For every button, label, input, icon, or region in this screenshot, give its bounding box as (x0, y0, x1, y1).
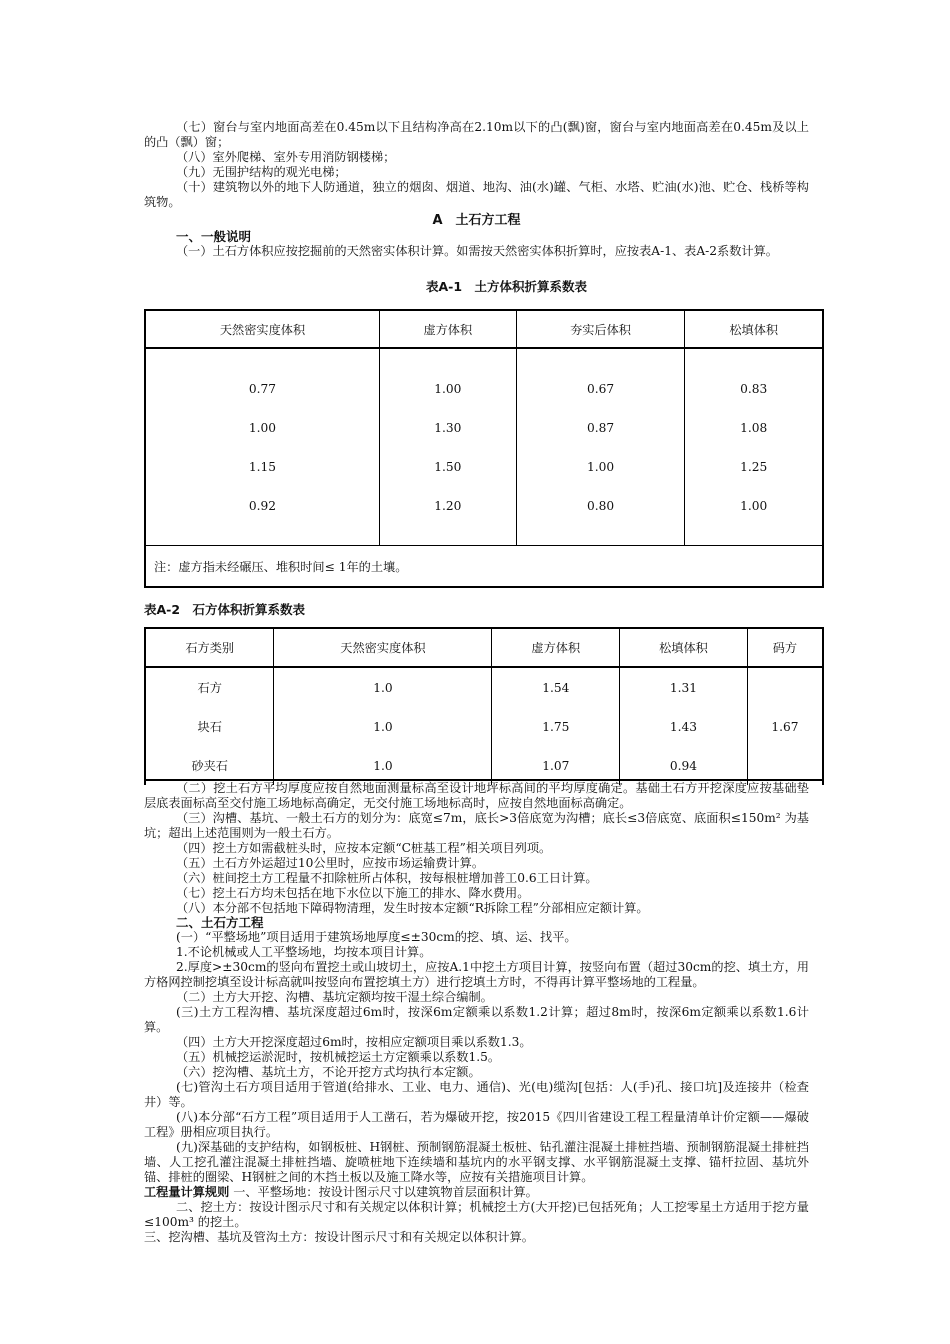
table-caption: 表A-2 石方体积折算系数表 (144, 602, 306, 617)
table-note: 注：虚方指未经碾压、堆积时间≤ 1年的土壤。 (145, 546, 823, 588)
table-cell: 砂夹石 (145, 746, 274, 785)
table-header-cell: 虚方体积 (380, 310, 517, 348)
table-cell: 1.25 (740, 459, 768, 474)
table-row (145, 667, 823, 707)
table-cell: 1.43 (620, 707, 748, 746)
table-header-cell: 石方类别 (145, 628, 274, 667)
table-row (145, 486, 823, 525)
paragraph: （七）挖土石方均未包括在地下水位以下施工的排水、降水费用。 (176, 886, 530, 900)
paragraph: （二）挖土石方平均厚度应按自然地面测量标高至设计地坪标高间的平均厚度确定。基础土石方开挖深度应按基础垫层底表面标高至交付施工场地标高确定，无交付施工场地标高时，应按自然地面标高确定。 (144, 781, 809, 810)
intro-item: （十）建筑物以外的地下人防通道，独立的烟囱、烟道、地沟、油(水)罐、气柜、水塔、贮油(水)池、贮仓、栈桥等构筑物。 (144, 180, 809, 209)
document-page (144, 120, 809, 1245)
table-row (145, 707, 823, 746)
paragraph: （三）沟槽、基坑、一般土石方的划分为：底宽≤7m，底长>3倍底宽为沟槽；底长≤3倍底宽、底面积≤150m² 为基坑；超出上述范围则为一般土石方。 (144, 811, 809, 840)
table-header-cell: 夯实后体积 (516, 310, 685, 348)
table-cell: 0.67 (516, 369, 685, 408)
table-header-cell: 天然密实度体积 (145, 310, 380, 348)
paragraph: 1.不论机械或人工平整场地，均按本项目计算。 (176, 945, 432, 959)
table-cell: 1.0 (274, 707, 492, 746)
table-cell: 1.50 (380, 447, 517, 486)
table-header-cell: 码方 (747, 628, 823, 667)
paragraph: (七)管沟土石方项目适用于管道(给排水、工业、电力、通信)、光(电)缆沟[包括：人(手)孔、接口坑]及连接井（检查井）等。 (144, 1080, 809, 1109)
table-cell: 0.83 (740, 381, 768, 396)
table-header-row (145, 310, 823, 348)
table-cell: 1.67 (771, 719, 799, 734)
table-cell: 1.31 (620, 667, 748, 707)
paragraph: （六）挖沟槽、基坑土方，不论开挖方式均执行本定额。 (176, 1065, 481, 1079)
table-cell: 1.20 (380, 486, 517, 525)
table-header-cell: 虚方体积 (492, 628, 620, 667)
table-cell: 1.07 (492, 746, 620, 785)
intro-item: （七）窗台与室内地面高差在0.45m以下且结构净高在2.10m以下的凸(飘)窗，窗台与室内地面高差在0.45m及以上的凸（飘）窗； (144, 120, 809, 149)
table-cell: 1.0 (274, 667, 492, 707)
table-cell: 1.15 (145, 447, 380, 486)
paragraph: （二）土方大开挖、沟槽、基坑定额均按干湿土综合编制。 (176, 990, 493, 1004)
table-cell: 1.0 (274, 746, 492, 785)
rules-paragraph (144, 1185, 809, 1200)
table-caption: 表A-1 土方体积折算系数表 (425, 279, 588, 294)
table-cell: 0.94 (620, 746, 748, 785)
table-cell: 1.00 (145, 408, 380, 447)
table-cell: 1.30 (380, 408, 517, 447)
table-cell: 1.54 (492, 667, 620, 707)
intro-item: （八）室外爬梯、室外专用消防钢楼梯； (176, 150, 396, 164)
rules-item: 三、挖沟槽、基坑及管沟土方：按设计图示尺寸和有关规定以体积计算。 (144, 1230, 534, 1244)
paragraph: （八）本分部不包括地下障碍物清理，发生时按本定额“R拆除工程”分部相应定额计算。 (176, 901, 649, 915)
table-cell: 块石 (145, 707, 274, 746)
table-cell (747, 667, 823, 707)
paragraph: (一）“平整场地”项目适用于建筑场地厚度≤±30cm的挖、填、运、找平。 (176, 930, 577, 944)
intro-item: （九）无围护结构的观光电梯； (176, 165, 347, 179)
section-heading: 二、土石方工程 (176, 915, 264, 930)
paragraph: （五）机械挖运淤泥时，按机械挖运土方定额乘以系数1.5。 (176, 1050, 501, 1064)
paragraph: （五）土石方外运超过10公里时，应按市场运输费计算。 (176, 856, 485, 870)
paragraph: (三)土方工程沟槽、基坑深度超过6m时，按深6m定额乘以系数1.2计算；超过8m时，按深6m定额乘以系数1.6计算。 (144, 1005, 809, 1034)
table-cell: 1.00 (740, 498, 768, 513)
table-cell: 1.75 (492, 707, 620, 746)
table-cell: 1.00 (380, 369, 517, 408)
paragraph: （四）挖土方如需截桩头时，应按本定额“C桩基工程”相关项目列项。 (176, 841, 552, 855)
table-row (145, 447, 823, 486)
table-header-cell: 松填体积 (685, 310, 823, 348)
table-row (145, 369, 823, 408)
table-cell: 0.92 (145, 486, 380, 525)
paragraph: (八)本分部“石方工程”项目适用于人工凿石，若为爆破开挖，按2015《四川省建设工程工程量清单计价定额——爆破工程》册相应项目执行。 (144, 1110, 809, 1139)
table-cell: 石方 (145, 667, 274, 707)
paragraph: (九)深基础的支护结构，如钢板桩、H钢桩、预制钢筋混凝土板桩、钻孔灌注混凝土排桩挡墙、预制钢筋混凝土排桩挡墙、人工挖孔灌注混凝土排桩挡墙、旋喷桩地下连续墙和基坑内的水平钢支撑、水平钢筋混凝土支撑、锚杆拉固、基坑外锚、排桩的圈梁、H钢桩之间的木挡土板以及施工降水等，应按有关措施项目计算。 (144, 1140, 809, 1184)
rules-title: 工程量计算规则 (144, 1185, 230, 1199)
rules-item: 二、挖土方：按设计图示尺寸和有关规定以体积计算；机械挖土方(大开挖)已包括死角；人工挖零星土方适用于挖方量≤100m³ 的挖土。 (144, 1200, 809, 1229)
table-spacer-row (145, 348, 823, 369)
paragraph: （一）土石方体积应按挖掘前的天然密实体积计算。如需按天然密实体积折算时，应按表A-1、表A-2系数计算。 (176, 244, 778, 258)
table-header-cell: 松填体积 (620, 628, 748, 667)
table-cell: 1.08 (740, 420, 768, 435)
paragraph: （六）桩间挖土方工程量不扣除桩所占体积，按每根桩增加普工0.6工日计算。 (176, 871, 598, 885)
table-header-cell: 天然密实度体积 (274, 628, 492, 667)
table-header-row (145, 628, 823, 667)
section-heading: 一、一般说明 (176, 229, 252, 244)
table-cell: 1.00 (516, 447, 685, 486)
table-cell: 0.87 (516, 408, 685, 447)
rules-item: 一、平整场地：按设计图示尺寸以建筑物首层面积计算。 (233, 1185, 538, 1199)
table-cell: 0.77 (145, 369, 380, 408)
paragraph: （四）土方大开挖深度超过6m时，按相应定额项目乘以系数1.3。 (176, 1035, 532, 1049)
table-note-row (145, 546, 823, 588)
table-row (145, 408, 823, 447)
chapter-title: A 土石方工程 (432, 213, 521, 228)
table-spacer-row (145, 525, 823, 546)
rock-conversion-table (144, 627, 824, 785)
table-cell: 0.80 (516, 486, 685, 525)
paragraph: 2.厚度>±30cm的竖向布置挖土或山坡切土，应按A.1中挖土方项目计算，按竖向布置（超过30cm的挖、填土方，用方格网控制挖填至设计标高就叫按竖向布置挖填土方）进行挖填土方时，不得再计算平整场地的工程量。 (144, 960, 809, 989)
soil-conversion-table (144, 309, 824, 588)
table-bottom-rule (144, 779, 824, 781)
